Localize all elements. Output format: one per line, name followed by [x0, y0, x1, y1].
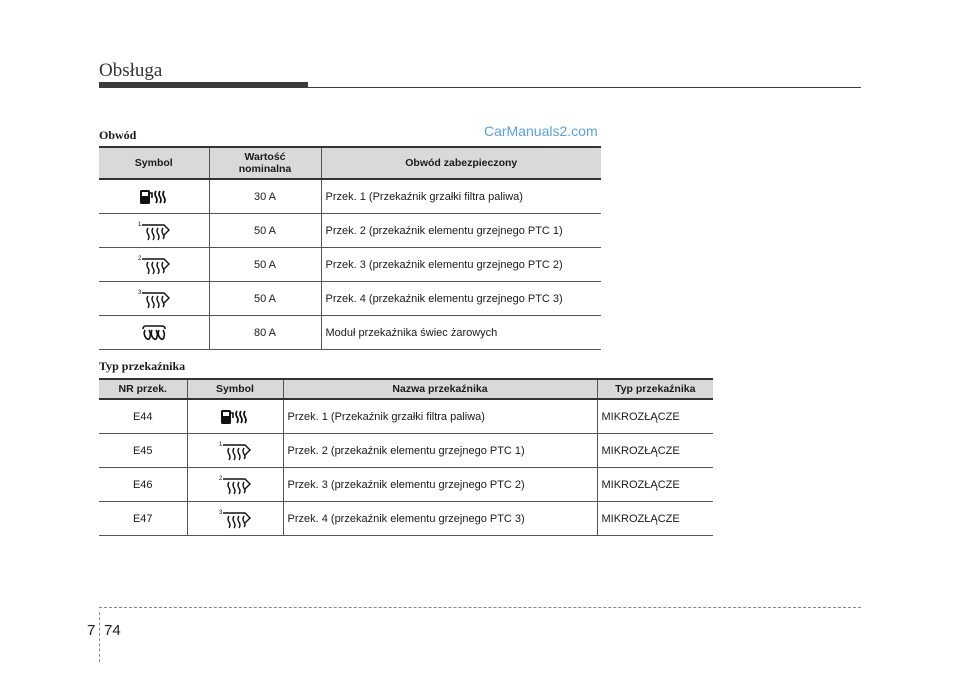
circuit-cell: Przek. 1 (Przekaźnik grzałki filtra paliwa)	[321, 179, 601, 214]
symbol-cell	[99, 214, 209, 248]
circuit-cell: Przek. 2 (przekaźnik elementu grzejnego PTC 1)	[321, 214, 601, 248]
table-row	[99, 434, 713, 468]
svg-text:3: 3	[219, 509, 223, 516]
page-number: 74	[104, 622, 121, 639]
table-row	[99, 502, 713, 536]
chapter-number: 7	[87, 622, 96, 639]
svg-text:3: 3	[137, 289, 142, 296]
svg-text:1: 1	[137, 221, 142, 228]
rating-cell: 50 A	[209, 248, 321, 282]
column-header-symbol: Symbol	[187, 379, 283, 399]
rating-cell: 50 A	[209, 282, 321, 316]
table-row	[99, 316, 601, 350]
circuit-cell: Przek. 4 (przekaźnik elementu grzejnego PTC 3)	[321, 282, 601, 316]
relay-table	[99, 378, 713, 536]
fuel-filter-heater-icon	[139, 190, 169, 202]
relay-name-cell: Przek. 1 (Przekaźnik grzałki filtra paliwa)	[283, 399, 597, 434]
symbol-cell	[99, 316, 209, 350]
circuit-table	[99, 146, 601, 350]
relay-section-title: Typ przekaźnika	[99, 359, 186, 373]
rating-cell: 50 A	[209, 214, 321, 248]
circuit-section-title: Obwód	[99, 128, 137, 142]
relay-no-cell: E47	[99, 502, 187, 536]
relay-type-cell: MIKROZŁĄCZE	[597, 502, 713, 536]
relay-no-cell: E45	[99, 434, 187, 468]
relay-type-cell: MIKROZŁĄCZE	[597, 468, 713, 502]
footer-divider	[99, 612, 100, 662]
ptc-heater-icon	[217, 475, 253, 490]
fuel-filter-heater-icon	[220, 410, 250, 422]
svg-text:1: 1	[219, 441, 223, 448]
circuit-cell: Moduł przekaźnika świec żarowych	[321, 316, 601, 350]
svg-text:2: 2	[137, 255, 142, 262]
table-row	[99, 399, 713, 434]
relay-name-cell: Przek. 4 (przekaźnik elementu grzejnego PTC 3)	[283, 502, 597, 536]
circuit-cell: Przek. 3 (przekaźnik elementu grzejnego PTC 2)	[321, 248, 601, 282]
ptc-heater-icon	[217, 441, 253, 456]
rating-cell: 30 A	[209, 179, 321, 214]
table-row	[99, 282, 601, 316]
table-row	[99, 248, 601, 282]
table-row	[99, 179, 601, 214]
symbol-cell	[187, 502, 283, 536]
column-header-relay-type: Typ przekaźnika	[597, 379, 713, 399]
watermark-link[interactable]: CarManuals2.com	[484, 123, 598, 139]
relay-no-cell: E44	[99, 399, 187, 434]
column-header-circuit: Obwód zabezpieczony	[321, 147, 601, 179]
table-row	[99, 214, 601, 248]
rating-cell: 80 A	[209, 316, 321, 350]
symbol-cell	[187, 399, 283, 434]
relay-type-cell: MIKROZŁĄCZE	[597, 399, 713, 434]
symbol-cell	[187, 468, 283, 502]
symbol-cell	[99, 282, 209, 316]
table-row	[99, 468, 713, 502]
column-header-symbol: Symbol	[99, 147, 209, 179]
glow-plug-icon	[140, 326, 168, 338]
column-header-relay-no: NR przek.	[99, 379, 187, 399]
column-header-rating: Wartość nominalna	[209, 147, 321, 179]
relay-name-cell: Przek. 2 (przekaźnik elementu grzejnego PTC 1)	[283, 434, 597, 468]
ptc-heater-icon	[136, 221, 172, 236]
ptc-heater-icon	[217, 509, 253, 524]
ptc-heater-icon	[136, 289, 172, 304]
svg-text:2: 2	[219, 475, 223, 482]
header-rule-thick	[99, 82, 308, 88]
relay-type-cell: MIKROZŁĄCZE	[597, 434, 713, 468]
relay-name-cell: Przek. 3 (przekaźnik elementu grzejnego PTC 2)	[283, 468, 597, 502]
column-header-relay-name: Nazwa przekaźnika	[283, 379, 597, 399]
relay-no-cell: E46	[99, 468, 187, 502]
ptc-heater-icon	[136, 255, 172, 270]
header-rule-thin	[308, 87, 861, 88]
page-header-title: Obsługa	[99, 60, 163, 81]
symbol-cell	[187, 434, 283, 468]
symbol-cell	[99, 248, 209, 282]
symbol-cell	[99, 179, 209, 214]
footer-rule	[99, 607, 861, 608]
